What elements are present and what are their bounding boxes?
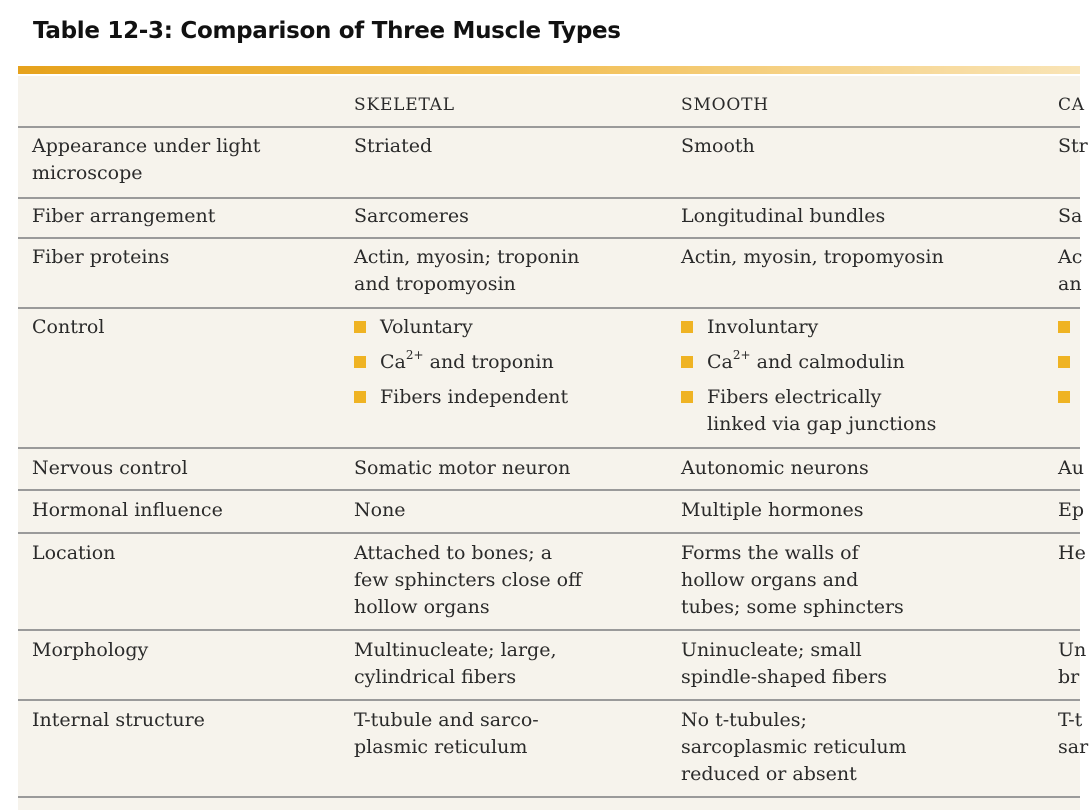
bullet-item xyxy=(354,380,568,415)
cell-skeletal: Sarcomeres xyxy=(354,205,469,227)
header-skeletal: SKELETAL xyxy=(354,95,455,115)
bullet-text: Fibers independent xyxy=(380,386,569,408)
cell-cardiac: Str xyxy=(1058,135,1088,157)
bullet-text: Voluntary xyxy=(380,316,473,338)
row-label-line: Appearance under light xyxy=(32,135,261,157)
cell-line: T-t xyxy=(1058,709,1083,731)
bullet-item xyxy=(354,310,568,345)
cell-skeletal xyxy=(354,310,568,415)
cell-line: spindle-shaped fibers xyxy=(681,666,887,688)
cell-smooth xyxy=(681,540,904,621)
cell-line: sarcoplasmic reticulum xyxy=(681,736,907,758)
cell-line: an xyxy=(1058,273,1082,295)
bullet-item xyxy=(681,310,936,345)
superscript: 2+ xyxy=(405,348,424,362)
cell-line: T-tubule and sarco- xyxy=(354,709,539,731)
cell-cardiac xyxy=(1058,637,1086,691)
cell-line: Un xyxy=(1058,639,1087,661)
bullet-square-icon xyxy=(354,391,366,403)
cell-line: cylindrical fibers xyxy=(354,666,517,688)
cell-cardiac: He xyxy=(1058,542,1086,564)
bullet-text: Involuntary xyxy=(707,316,819,338)
cell-line: Multinucleate; large, xyxy=(354,639,557,661)
cell-smooth: Longitudinal bundles xyxy=(681,205,886,227)
cell-line: Actin, myosin; troponin xyxy=(354,246,580,268)
bullet-text: Ca xyxy=(380,351,406,373)
bullet-item xyxy=(681,345,936,380)
bullet-square-icon xyxy=(681,391,693,403)
cell-line: and tropomyosin xyxy=(354,273,516,295)
cell-line: hollow organs and xyxy=(681,569,859,591)
table-row-location xyxy=(18,534,1086,631)
header-row xyxy=(18,76,1085,128)
cell-line: plasmic reticulum xyxy=(354,736,528,758)
table-row-morphology xyxy=(18,631,1087,701)
bullet-square-icon xyxy=(681,356,693,368)
table-title: Table 12-3: Comparison of Three Muscle Types xyxy=(33,18,621,44)
bullet-item xyxy=(681,380,936,438)
bullet-square-icon xyxy=(354,321,366,333)
bullet-item xyxy=(1058,345,1090,380)
cell-skeletal xyxy=(354,707,539,761)
bullet-item xyxy=(354,345,568,380)
cell-skeletal: Striated xyxy=(354,135,433,157)
accent-rule xyxy=(18,66,1080,74)
table-row-nervous-control xyxy=(18,449,1084,491)
cell-skeletal: Somatic motor neuron xyxy=(354,457,571,479)
cell-line: No t-tubules; xyxy=(681,709,807,731)
superscript: 2+ xyxy=(732,348,751,362)
cell-cardiac xyxy=(1058,310,1090,415)
cell-skeletal xyxy=(354,637,557,691)
cell-line: Uninucleate; small xyxy=(681,639,862,661)
row-label: Morphology xyxy=(32,639,149,661)
cell-line: hollow organs xyxy=(354,596,490,618)
bullet-text: and calmodulin xyxy=(750,351,905,373)
cell-skeletal xyxy=(354,540,582,621)
cell-skeletal: None xyxy=(354,499,406,521)
cell-cardiac: Ep xyxy=(1058,499,1085,521)
table-row-internal-structure xyxy=(18,701,1089,798)
table-row-control xyxy=(18,309,1080,449)
cell-cardiac xyxy=(1058,707,1088,761)
cell-skeletal xyxy=(354,244,579,298)
cell-cardiac: Au xyxy=(1058,457,1084,479)
row-label-line: microscope xyxy=(32,162,143,184)
bullet-square-icon xyxy=(1058,356,1070,368)
cell-smooth: Multiple hormones xyxy=(681,499,864,521)
bullet-item xyxy=(1058,380,1090,415)
table-row-appearance xyxy=(18,128,1088,199)
cell-smooth xyxy=(681,310,936,438)
bullet-text: Fibers electrically xyxy=(707,386,882,408)
cell-smooth: Actin, myosin, tropomyosin xyxy=(681,246,944,268)
bullet-square-icon xyxy=(681,321,693,333)
row-label: Control xyxy=(32,316,105,338)
bullet-text: and troponin xyxy=(423,351,554,373)
cell-cardiac: Sa xyxy=(1058,205,1083,227)
row-label: Fiber arrangement xyxy=(32,205,216,227)
cell-line: Forms the walls of xyxy=(681,542,859,564)
cell-line: Ac xyxy=(1058,246,1083,268)
header-cardiac: CA xyxy=(1058,95,1085,115)
cell-smooth xyxy=(681,707,907,788)
cell-line: sar xyxy=(1058,736,1089,758)
header-smooth: SMOOTH xyxy=(681,95,769,115)
bullet-square-icon xyxy=(1058,391,1070,403)
row-label: Location xyxy=(32,542,116,564)
cell-line: Attached to bones; a xyxy=(354,542,553,564)
table-row-fiber-arrangement xyxy=(18,199,1083,239)
row-label: Internal structure xyxy=(32,709,205,731)
cell-cardiac xyxy=(1058,244,1082,298)
cell-line: few sphincters close off xyxy=(354,569,582,591)
bullet-square-icon xyxy=(1058,321,1070,333)
row-label: Fiber proteins xyxy=(32,246,170,268)
cell-smooth: Smooth xyxy=(681,135,755,157)
bullet-item xyxy=(1058,310,1090,345)
cell-smooth xyxy=(681,637,887,691)
row-label xyxy=(32,133,260,187)
cell-smooth: Autonomic neurons xyxy=(681,457,869,479)
row-label: Nervous control xyxy=(32,457,188,479)
bullet-text: linked via gap junctions xyxy=(707,413,937,435)
cell-line: tubes; some sphincters xyxy=(681,596,904,618)
cell-line: reduced or absent xyxy=(681,763,857,785)
table-row-hormonal-influence xyxy=(18,491,1085,534)
bullet-square-icon xyxy=(354,356,366,368)
row-label: Hormonal influence xyxy=(32,499,223,521)
table-row-fiber-proteins xyxy=(18,239,1083,309)
bullet-text: Ca xyxy=(707,351,733,373)
cell-line: br xyxy=(1058,666,1080,688)
